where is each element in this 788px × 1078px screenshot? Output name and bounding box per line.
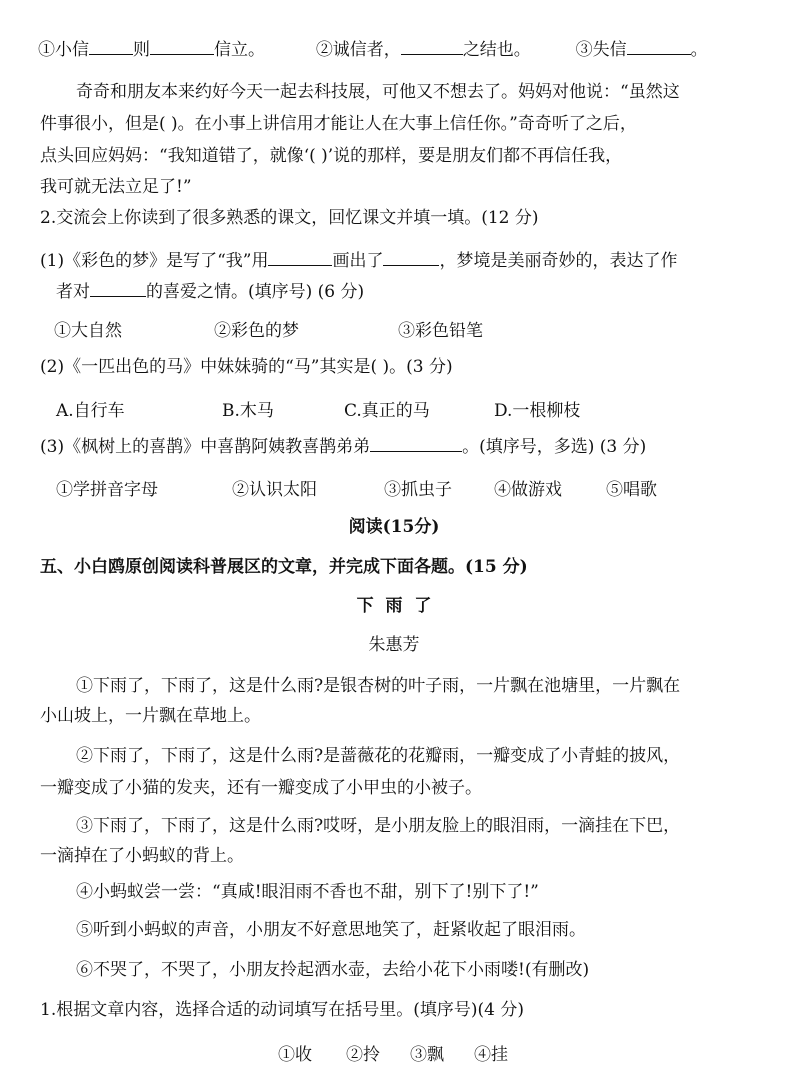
blank[interactable] <box>150 38 214 55</box>
article-title: 下 雨 了 <box>356 596 432 616</box>
q-text: 的喜爱之情。(填序号) (6 分) <box>146 282 365 302</box>
article-paragraph: ③下雨了，下雨了，这是什么雨?哎呀，是小朋友脸上的眼泪雨，一滴挂在下巴， <box>76 816 681 836</box>
proverb-2-text: 之结也。 <box>462 40 531 60</box>
story-line: 件事很小，但是( )。在小事上讲信用才能让人在大事上信任你。”奇奇听了之后， <box>40 114 637 134</box>
proverb-1-text: 则 <box>133 40 150 60</box>
blank[interactable] <box>383 249 439 266</box>
option: ⑤唱歌 <box>606 480 657 500</box>
reading-question-1: 1.根据文章内容，选择合适的动词填写在括号里。(填序号)(4 分) <box>40 1000 524 1020</box>
option: D.一根柳枝 <box>494 401 581 421</box>
option: ③飘 <box>410 1045 444 1065</box>
option: ①大自然 <box>54 321 122 341</box>
option: ②拎 <box>346 1045 380 1065</box>
article-paragraph: ⑥不哭了，不哭了，小朋友拎起洒水壶，去给小花下小雨喽!(有删改) <box>76 960 590 980</box>
proverb-3-text: ③失信 <box>575 40 627 60</box>
question-2-3 <box>40 435 646 459</box>
q-text: 画出了 <box>332 251 384 271</box>
option: ①收 <box>278 1045 312 1065</box>
q-text: (1)《彩色的梦》是写了“我”用 <box>40 251 269 271</box>
option: ③彩色铅笔 <box>398 321 483 341</box>
blank[interactable] <box>401 38 463 55</box>
blank[interactable] <box>89 38 133 55</box>
q-text: 。(填序号，多选) (3 分) <box>462 437 647 457</box>
story-line: 奇奇和朋友本来约好今天一起去科技展，可他又不想去了。妈妈对他说：“虽然这 <box>76 82 680 102</box>
question-2-2: (2)《一匹出色的马》中妹妹骑的“马”其实是( )。(3 分) <box>40 357 453 377</box>
option: ④做游戏 <box>494 480 562 500</box>
proverb-1-text: ①小信 <box>38 40 89 60</box>
proverb-1-text: 信立。 <box>214 40 265 60</box>
question-2-1-cont <box>56 280 364 304</box>
option: ①学拼音字母 <box>56 480 158 500</box>
option: C.真正的马 <box>344 401 430 421</box>
option: ③抓虫子 <box>384 480 452 500</box>
proverb-2-text: ②诚信者， <box>315 40 401 60</box>
blank[interactable] <box>370 435 462 452</box>
article-paragraph: ②下雨了，下雨了，这是什么雨?是蔷薇花的花瓣雨，一瓣变成了小青蛙的披风， <box>76 746 681 766</box>
story-line: 点头回应妈妈：“我知道错了，就像‘( )’说的那样，要是朋友们都不再信任我， <box>40 146 623 166</box>
article-paragraph: ⑤听到小蚂蚁的声音，小朋友不好意思地笑了，赶紧收起了眼泪雨。 <box>76 920 586 940</box>
q-text: (3)《枫树上的喜鹊》中喜鹊阿姨教喜鹊弟弟 <box>40 437 371 457</box>
q-text: 者对 <box>56 282 90 302</box>
blank[interactable] <box>268 249 332 266</box>
option: ②彩色的梦 <box>214 321 299 341</box>
story-line: 我可就无法立足了!” <box>40 177 192 197</box>
blank[interactable] <box>627 38 691 55</box>
article-paragraph: ①下雨了，下雨了，这是什么雨?是银杏树的叶子雨，一片飘在池塘里，一片飘在 <box>76 676 681 696</box>
article-paragraph: 一瓣变成了小猫的发夹，还有一瓣变成了小甲虫的小被子。 <box>40 778 482 798</box>
question-5-title: 五、小白鸥原创阅读科普展区的文章，并完成下面各题。(15 分) <box>40 557 528 577</box>
option: ④挂 <box>474 1045 508 1065</box>
question-2-title: 2.交流会上你读到了很多熟悉的课文，回忆课文并填一填。(12 分) <box>40 208 539 228</box>
article-paragraph: ④小蚂蚁尝一尝：“真咸!眼泪雨不香也不甜，别下了!别下了!” <box>76 882 539 902</box>
section-heading: 阅读(15分) <box>348 517 440 537</box>
option: ②认识太阳 <box>232 480 317 500</box>
article-author: 朱惠芳 <box>368 635 420 655</box>
q-text: ，梦境是美丽奇妙的，表达了作 <box>439 251 678 271</box>
proverb-line <box>38 38 708 62</box>
question-2-1 <box>40 249 677 273</box>
proverb-3-text: 。 <box>690 40 708 60</box>
blank[interactable] <box>90 280 146 297</box>
option: A.自行车 <box>56 401 125 421</box>
option: B.木马 <box>222 401 274 421</box>
article-paragraph: 一滴掉在了小蚂蚁的背上。 <box>40 846 244 866</box>
article-paragraph: 小山坡上，一片飘在草地上。 <box>40 706 261 726</box>
